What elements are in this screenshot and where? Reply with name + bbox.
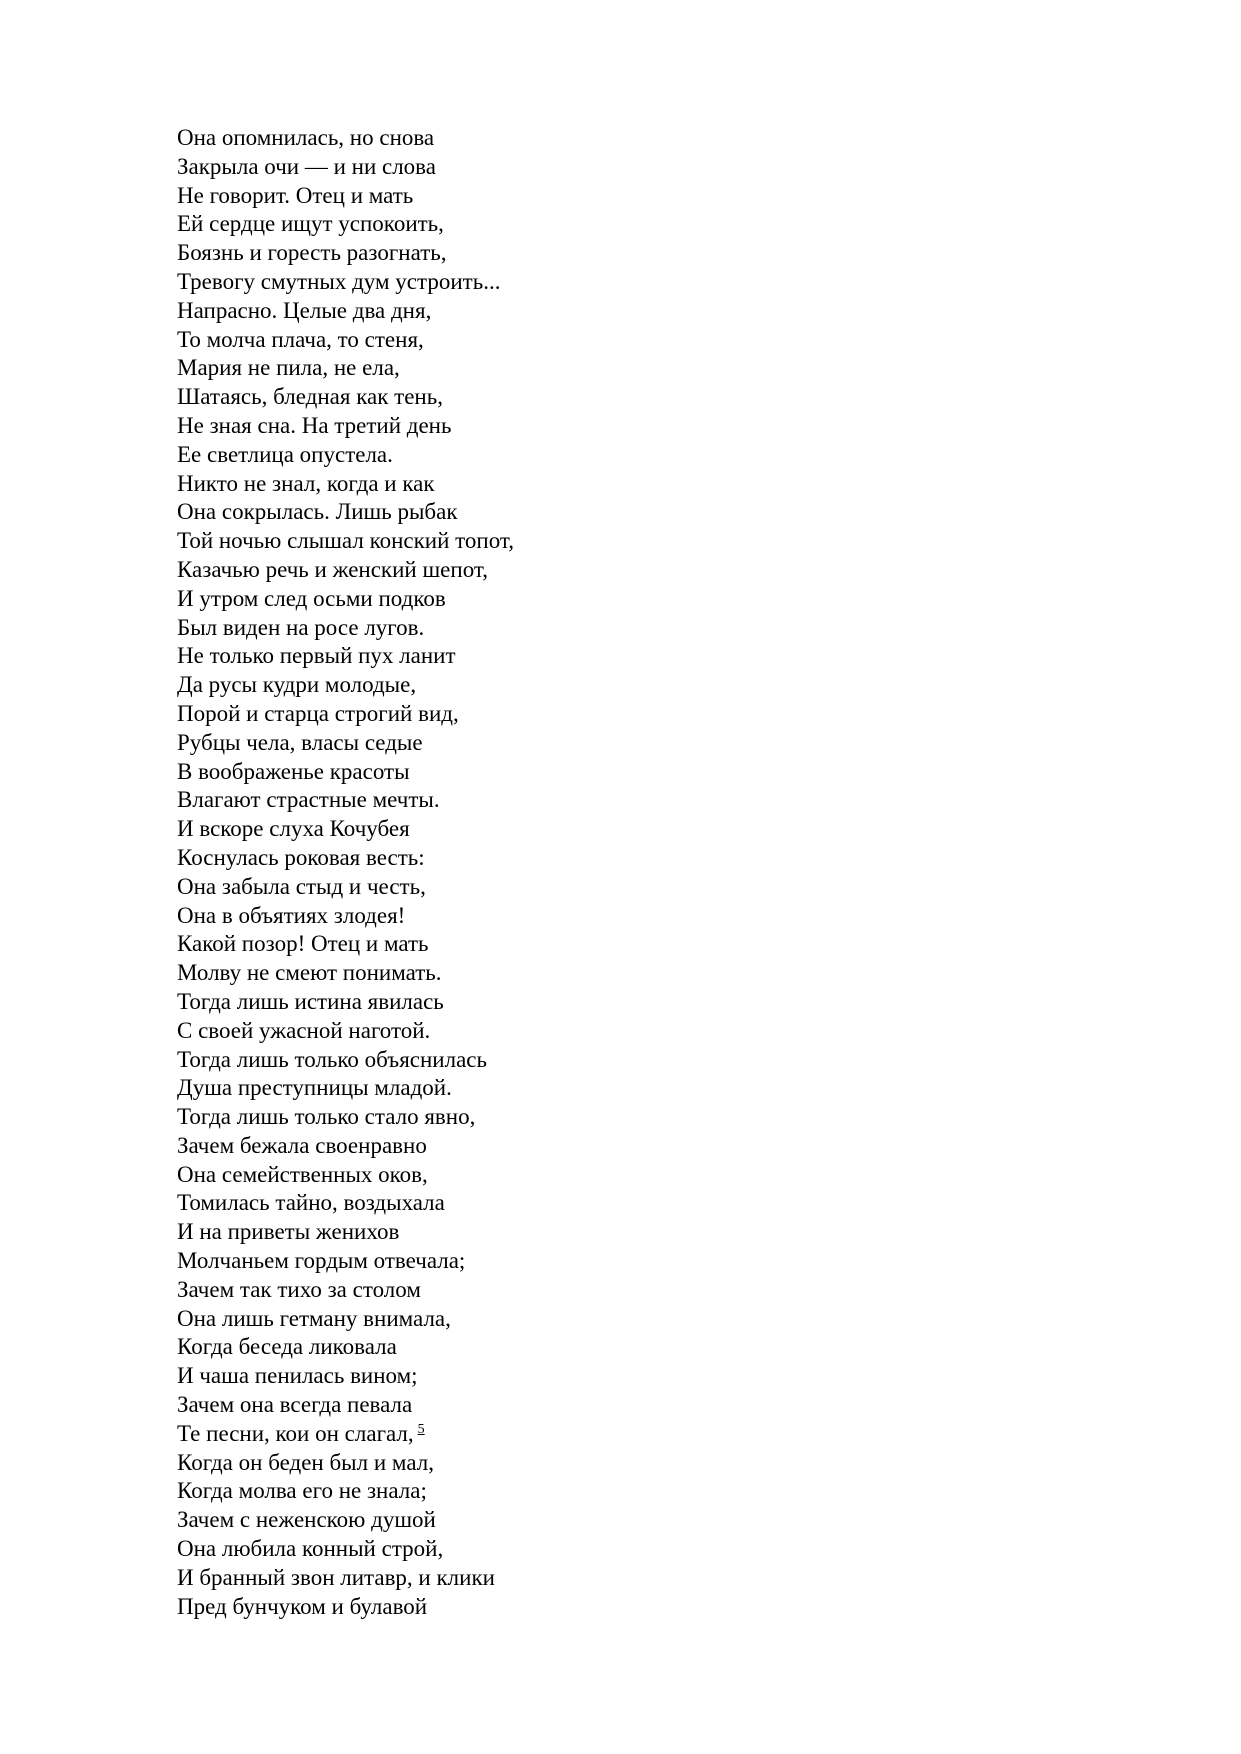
poem-line: Она лишь гетману внимала, [177,1305,451,1331]
poem-line: Никто не знал, когда и как [177,470,435,496]
poem-line: В воображенье красоты [177,758,410,784]
poem-line: То молча плача, то стеня, [177,326,424,352]
poem-line: Казачью речь и женский шепот, [177,556,488,582]
poem-line: Ее светлица опустела. [177,441,393,467]
poem-line: Зачем она всегда певала [177,1392,413,1418]
poem-line: Был виден на росе лугов. [177,614,425,640]
poem-line: Она сокрылась. Лишь рыбак [177,499,458,525]
poem-line: Она опомнилась, но снова [177,125,435,150]
poem-line: Она семейственных оков, [177,1161,428,1187]
poem-line: Той ночью слышал конский топот, [177,528,514,554]
poem-line: Она в объятиях злодея! [177,902,406,928]
poem-line: Мария не пила, не ела, [177,355,400,381]
poem-line: Какой позор! Отец и мать [177,931,429,957]
poem-line: И чаша пенилась вином; [177,1363,418,1389]
poem-line: Боязнь и горесть разогнать, [177,240,447,266]
poem-line: Зачем с неженскою душой [177,1507,436,1533]
poem-line: Не только первый пух ланит [177,643,456,669]
poem-line: И вскоре слуха Кочубея [177,816,410,842]
poem-line: Когда он беден был и мал, [177,1449,434,1475]
poem-line: Она любила конный строй, [177,1536,444,1562]
poem-line: Не говорит. Отец и мать [177,182,414,208]
poem-text [177,124,514,1621]
poem-line: Тревогу смутных дум устроить... [177,268,501,294]
poem-line: И на приветы женихов [177,1219,400,1245]
poem-line: Томилась тайно, воздыхала [177,1190,445,1216]
poem-line: Зачем так тихо за столом [177,1276,421,1302]
poem-line: Не зная сна. На третий день [177,412,452,438]
poem-line: Она забыла стыд и честь, [177,873,426,899]
footnote-link[interactable]: 5 [417,1421,425,1437]
poem-line: Коснулась роковая весть: [177,844,425,870]
poem-line: Душа преступницы младой. [177,1075,452,1101]
poem-line: Шатаясь, бледная как тень, [177,384,443,410]
poem-line: Когда беседа ликовала [177,1334,397,1360]
poem-line-with-footnote [177,1420,514,1449]
poem-line: И бранный звон литавр, и клики [177,1564,495,1590]
poem-line: Напрасно. Целые два дня, [177,297,432,323]
poem-line: Влагают страстные мечты. [177,787,440,813]
poem-line: Молву не смеют понимать. [177,960,442,986]
poem-line: Рубцы чела, власы седые [177,729,423,755]
poem-line: Зачем бежала своенравно [177,1132,427,1158]
poem-line: Тогда лишь только стало явно, [177,1104,476,1130]
poem-line: Закрыла очи — и ни слова [177,153,436,179]
poem-line: Тогда лишь только объяснилась [177,1046,487,1072]
poem-line: Да русы кудри молодые, [177,672,417,698]
poem-line: Ей сердце ищут успокоить, [177,211,444,237]
poem-line: И утром след осьми подков [177,585,446,611]
poem-line: Тогда лишь истина явилась [177,988,444,1014]
poem-line: Молчаньем гордым отвечала; [177,1248,466,1274]
poem-line: С своей ужасной наготой. [177,1017,431,1043]
poem-line-text: Те песни, кои он слагал, [177,1420,414,1446]
poem-line: Пред бунчуком и булавой [177,1593,428,1619]
poem-line: Когда молва его не знала; [177,1478,427,1504]
poem-line: Порой и старца строгий вид, [177,700,459,726]
